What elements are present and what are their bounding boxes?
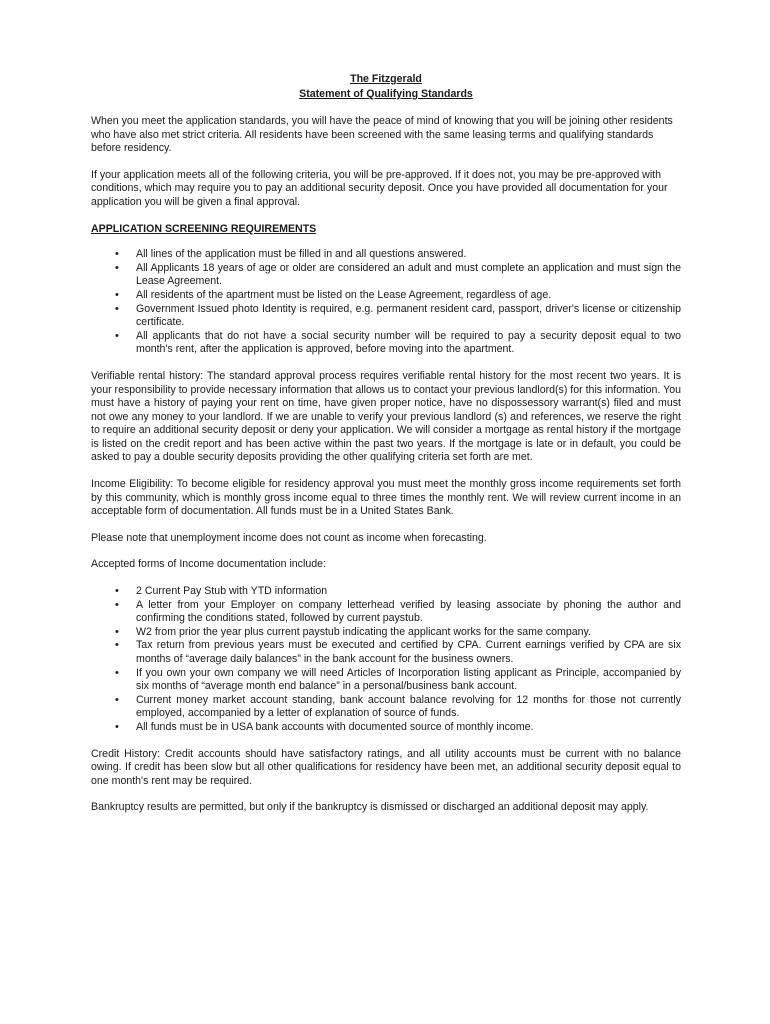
list-item: • All funds must be in USA bank accounts with documented source of monthly income. (136, 721, 681, 735)
credit-history-paragraph: Credit History: Credit accounts should have satisfactory ratings, and all utility accounts must be current with no balance owing. If credit has been slow but all other qualifications for residency have been met, an additional security deposit equal to one month's rent may be required. (91, 747, 681, 787)
list-item: • Government Issued photo Identity is required, e.g. permanent resident card, passport, driver's license or citizenship certificate. (136, 303, 681, 330)
unemployment-note: Please note that unemployment income does not count as income when forecasting. (91, 531, 487, 544)
income-docs-intro: Accepted forms of Income documentation include: (91, 558, 326, 571)
rental-history-paragraph: Verifiable rental history: The standard approval process requires verifiable rental history for the most recent two years. It is your responsibility to provide necessary information that allows us to contact your previous landlord(s) for this information. You must have a history of paying your rent on time, have given proper notice, have no dispossessory warrant(s) filed and must not owe any money to your landlord. If we are unable to verify your previous landlord (s) and references, we reserve the right to require an additional security deposit or deny your application. We will consider a mortgage as rental history if the mortgage is listed on the credit report and has been active within the past two years. If the mortgage is late or in default, you could be asked to pay a double security deposits providing the other qualifying criteria set forth are met. (91, 369, 682, 464)
list-item: • All residents of the apartment must be listed on the Lease Agreement, regardless of age. (136, 289, 681, 303)
document-page (91, 72, 681, 828)
bankruptcy-paragraph: Bankruptcy results are permitted, but only if the bankruptcy is dismissed or discharged an additional deposit may apply. (91, 801, 649, 814)
income-eligibility-paragraph: Income Eligibility: To become eligible for residency approval you must meet the monthly gross income requirements set forth by this community, which is monthly gross income equal to three times the monthly rent. We will review current income in an acceptable form of documentation. All funds must be in a United States Bank. (91, 478, 681, 518)
income-docs-list (91, 585, 681, 735)
list-item: • All Applicants 18 years of age or older are considered an adult and must complete an application and must sign the Lease Agreement. (136, 262, 681, 289)
list-item: • All applicants that do not have a social security number will be required to pay a security deposit equal to two month's rent, after the application is approved, before moving into the apartment. (136, 330, 681, 357)
list-item: • A letter from your Employer on company letterhead verified by leasing associate by phoning the author and confirming the conditions stated, followed by current paystub. (136, 599, 681, 626)
list-item: • If you own your own company we will need Articles of Incorporation listing applicant as Principle, accompanied by six months of “average month end balance” in a personal/business bank account. (136, 667, 681, 694)
list-item: • 2 Current Pay Stub with YTD information (136, 585, 681, 599)
list-item: • All lines of the application must be filled in and all questions answered. (136, 248, 681, 262)
screening-heading: APPLICATION SCREENING REQUIREMENTS (91, 222, 317, 235)
title-block (91, 72, 681, 102)
list-item: • Current money market account standing, bank account balance revolving for 12 months for those not currently employed, accompanied by a letter of explanation of source of funds. (136, 694, 681, 721)
intro-paragraph: When you meet the application standards, you will have the peace of mind of knowing that you will be joining other residents who have also met strict criteria. All residents have been screened with the same leasing terms and qualifying standards before residency. (91, 115, 673, 155)
document-title: The Fitzgerald (350, 73, 422, 85)
document-subtitle: Statement of Qualifying Standards (299, 88, 473, 100)
preapproval-paragraph: If your application meets all of the following criteria, you will be pre-approved. If it does not, you may be pre-approved with conditions, which may require you to pay an additional security deposit. Once you have provided all documentation for your application you will be given a final approval. (91, 168, 668, 208)
list-item: • Tax return from previous years must be executed and certified by CPA. Current earnings verified by CPA are six months of “average daily balances” in the bank account for the business owners. (136, 639, 681, 666)
list-item: • W2 from prior the year plus current paystub indicating the applicant works for the same company. (136, 626, 681, 640)
screening-list (91, 248, 681, 357)
